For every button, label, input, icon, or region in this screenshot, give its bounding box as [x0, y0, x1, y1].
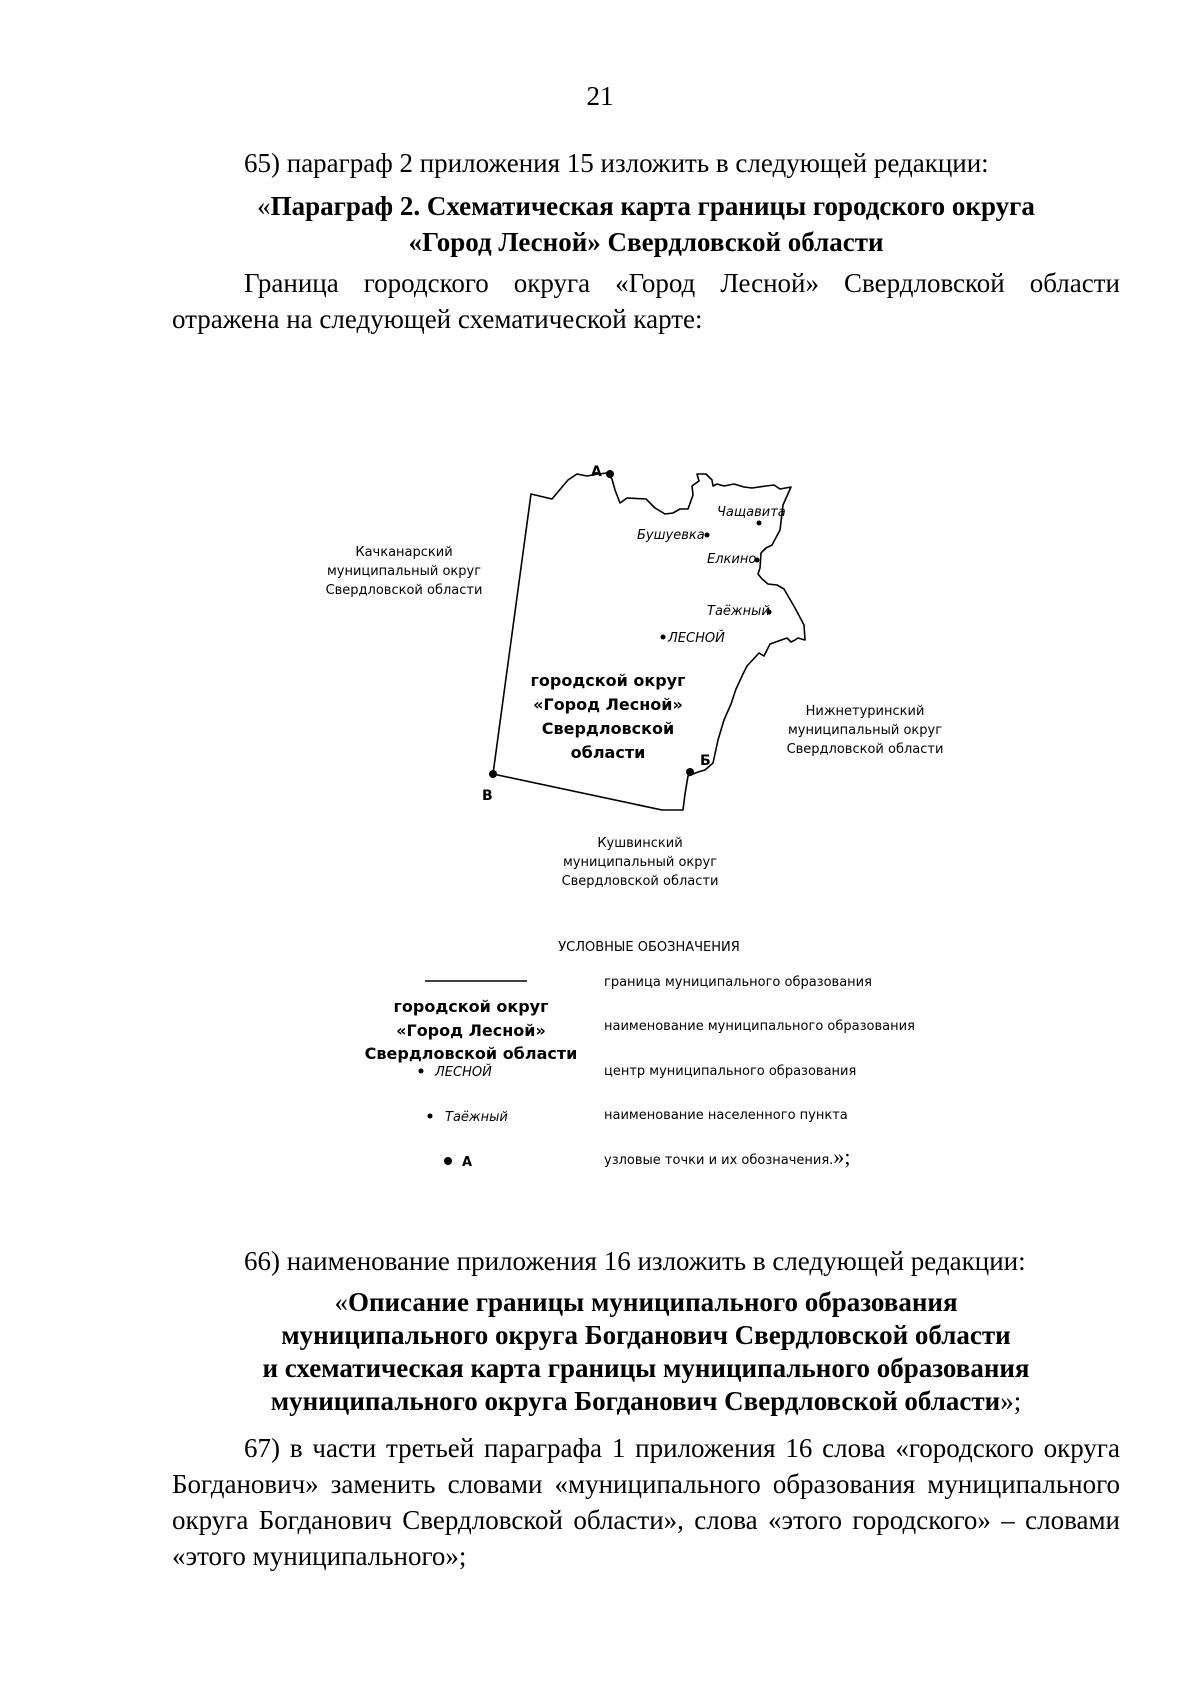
- heading-66: [172, 1286, 1120, 1418]
- node-b-label: Б: [700, 753, 711, 769]
- page-number: 21: [586, 81, 614, 111]
- legend-settlement-label: Таёжный: [445, 1110, 508, 1125]
- legend-node-point: [444, 1157, 452, 1165]
- legend-node-label: А: [462, 1155, 473, 1170]
- neighbor-south: [562, 836, 719, 889]
- node-v-label: В: [482, 788, 493, 804]
- neighbor-south-line1: Кушвинский: [597, 836, 683, 851]
- settlement-label-elkino: Елкино: [707, 552, 757, 567]
- settlement-label-bushuevka: Бушуевка: [637, 528, 705, 543]
- neighbor-west-line3: Свердловской области: [325, 583, 483, 598]
- heading-66-closing: »;: [1000, 1386, 1022, 1416]
- neighbor-south-line3: Свердловской области: [561, 874, 719, 889]
- legend-title: УСЛОВНЫЕ ОБОЗНАЧЕНИЯ: [558, 940, 740, 955]
- neighbor-east-line3: Свердловской области: [786, 742, 944, 757]
- neighbor-south-line2: муниципальный округ: [562, 855, 718, 870]
- district-name-line3: Свердловской: [541, 719, 675, 738]
- heading-65-open-quote: «: [257, 191, 271, 221]
- intro-text: Граница городского округа «Город Лесной» Свердловской области отражена на следующей схематической карте:: [172, 268, 1120, 334]
- legend-item-name: наименование муниципального образования: [604, 1019, 915, 1034]
- center-point-lesnoy: [661, 635, 666, 640]
- settlement-point-bushuevka: [705, 533, 710, 538]
- legend-center-label: ЛЕСНОЙ: [435, 1065, 492, 1080]
- settlement-label-chaschavita: Чащавита: [717, 505, 786, 520]
- item-67: 67) в части третьей параграфа 1 приложения 16 слова «городского округа Богданович» заменить словами «муниципального образования муниципального округа Богданович Свердловской области», слова «этого городского» – словами «этого муниципального»;: [172, 1433, 1120, 1571]
- district-name-line4: области: [570, 743, 646, 762]
- center-label-lesnoy: ЛЕСНОЙ: [668, 631, 725, 646]
- heading-66-line2: муниципального округа Богданович Свердловской области: [281, 1320, 1011, 1350]
- district-name: [531, 671, 686, 762]
- legend-item-boundary: граница муниципального образования: [604, 975, 872, 990]
- legend-item-node: [604, 1144, 850, 1169]
- legend-name-sample-line1: городской округ: [393, 997, 549, 1016]
- heading-65-line2: «Город Лесной» Свердловской области: [408, 227, 884, 257]
- heading-66-line4: муниципального округа Богданович Свердловской области: [270, 1386, 1001, 1416]
- legend-name-sample-line2: «Город Лесной»: [396, 1021, 546, 1040]
- heading-66-line1: Описание границы муниципального образования: [347, 1287, 958, 1317]
- neighbor-east-line1: Нижнетуринский: [805, 704, 925, 719]
- legend-item-settlement: наименование населенного пункта: [604, 1108, 848, 1123]
- neighbor-east-line2: муниципальный округ: [787, 723, 943, 738]
- node-v-point: [489, 770, 497, 778]
- legend-name-sample: [365, 997, 578, 1063]
- neighbor-west-line2: муниципальный округ: [326, 564, 482, 579]
- legend-center-point: [419, 1069, 424, 1074]
- heading-66-open-quote: «: [334, 1287, 348, 1317]
- neighbor-west: [326, 545, 483, 598]
- item-66: 66) наименование приложения 16 изложить в следующей редакции:: [244, 1246, 1026, 1276]
- neighbor-west-line1: Качканарский: [355, 545, 453, 560]
- heading-66-line3: и схематическая карта границы муниципального образования: [262, 1353, 1030, 1383]
- node-a-label: А: [591, 464, 602, 480]
- district-name-line1: городской округ: [530, 671, 686, 690]
- settlement-point-chaschavita: [757, 521, 762, 526]
- node-b-point: [686, 768, 694, 776]
- item-65: 65) параграф 2 приложения 15 изложить в следующей редакции:: [244, 148, 989, 178]
- legend-name-sample-line3: Свердловской области: [364, 1044, 578, 1063]
- heading-65-line1: Параграф 2. Схематическая карта границы городского округа: [270, 191, 1035, 221]
- legend-closing-quote: »;: [833, 1144, 851, 1169]
- node-a-point: [606, 470, 614, 478]
- neighbor-east: [787, 704, 944, 757]
- district-name-line2: «Город Лесной»: [533, 695, 683, 714]
- settlement-label-taezhny: Таёжный: [707, 604, 770, 619]
- legend-item-node-text: узловые точки и их обозначения.: [604, 1153, 834, 1168]
- legend-settlement-point: [428, 1114, 433, 1119]
- legend-descriptions: [604, 975, 915, 1169]
- legend-item-center: центр муниципального образования: [604, 1064, 857, 1079]
